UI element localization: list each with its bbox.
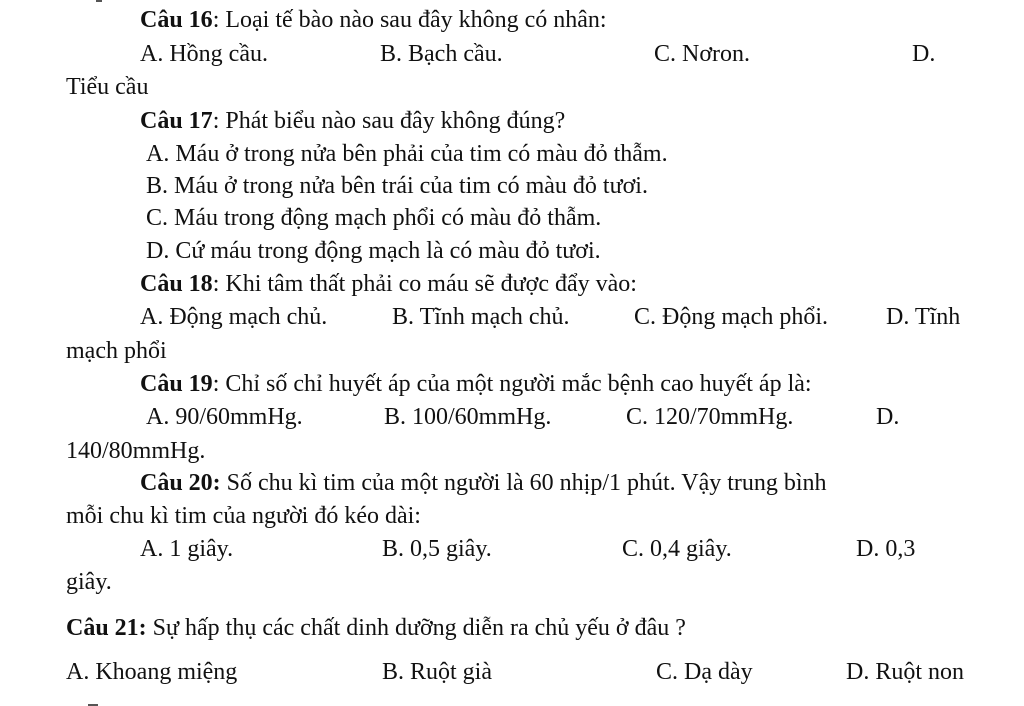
- option-17-a: A. Máu ở trong nửa bên phải của tim có màu đỏ thẫm.: [146, 141, 668, 167]
- question-20-stem: [140, 469, 827, 497]
- option-19-b: B. 100/60mmHg.: [384, 404, 552, 430]
- question-label: Câu 16: [140, 7, 213, 33]
- question-text: Khi tâm thất phải co máu sẽ được đẩy vào:: [225, 271, 637, 297]
- question-text: Số chu kì tim của một người là 60 nhịp/1 phút. Vậy trung bình: [226, 470, 827, 496]
- option-19-c: C. 120/70mmHg.: [626, 404, 794, 430]
- question-label: Câu 20:: [140, 470, 221, 496]
- option-16-c: C. Nơron.: [654, 41, 751, 67]
- question-18-stem: Câu 18: Khi tâm thất phải co máu sẽ được đẩy vào:: [140, 271, 637, 297]
- option-18-d-wrap: mạch phổi: [66, 338, 167, 364]
- question-text: Sự hấp thụ các chất dinh dưỡng diễn ra chủ yếu ở đâu ?: [152, 615, 686, 641]
- option-17-c: C. Máu trong động mạch phổi có màu đỏ thẫm.: [146, 205, 602, 231]
- question-19-stem: Câu 19: Chỉ số chỉ huyết áp của một người mắc bệnh cao huyết áp là:: [140, 371, 812, 397]
- option-19-d-wrap: 140/80mmHg.: [66, 438, 206, 464]
- option-18-a: A. Động mạch chủ.: [140, 304, 328, 330]
- option-18-d: D. Tĩnh: [886, 304, 961, 330]
- option-16-a: A. Hồng cầu.: [140, 41, 268, 67]
- question-label: Câu 21:: [66, 615, 147, 641]
- option-16-b: B. Bạch cầu.: [380, 41, 503, 67]
- option-17-b: B. Máu ở trong nửa bên trái của tim có màu đỏ tươi.: [146, 173, 648, 199]
- option-20-c: C. 0,4 giây.: [622, 536, 732, 562]
- option-21-a: A. Khoang miệng: [66, 659, 238, 685]
- option-18-b: B. Tĩnh mạch chủ.: [392, 304, 570, 330]
- question-text: Phát biểu nào sau đây không đúng?: [225, 108, 566, 134]
- question-21-stem: [66, 614, 686, 642]
- question-label: Câu 19: [140, 371, 213, 397]
- option-21-b: B. Ruột già: [382, 659, 493, 685]
- option-17-d: D. Cứ máu trong động mạch là có màu đỏ tươi.: [146, 238, 601, 264]
- question-label: Câu 18: [140, 271, 213, 297]
- question-20-stem-cont: mỗi chu kì tim của người đó kéo dài:: [66, 503, 421, 529]
- cropped-mark-top: [96, 0, 102, 2]
- option-20-d-wrap: giây.: [66, 569, 112, 595]
- option-20-a: A. 1 giây.: [140, 536, 234, 562]
- question-text: Chỉ số chỉ huyết áp của một người mắc bệnh cao huyết áp là:: [225, 371, 812, 397]
- question-label: Câu 17: [140, 108, 213, 134]
- option-19-a: A. 90/60mmHg.: [146, 404, 303, 430]
- option-20-b: B. 0,5 giây.: [382, 536, 492, 562]
- option-19-d: D.: [876, 404, 900, 430]
- option-20-d: D. 0,3: [856, 536, 916, 562]
- option-18-c: C. Động mạch phổi.: [634, 304, 828, 330]
- question-text: Loại tế bào nào sau đây không có nhân:: [225, 7, 607, 33]
- question-16-stem: Câu 16: Loại tế bào nào sau đây không có nhân:: [140, 7, 607, 33]
- option-16-d: D.: [912, 41, 936, 67]
- option-21-c: C. Dạ dày: [656, 659, 753, 685]
- question-17-stem: Câu 17: Phát biểu nào sau đây không đúng?: [140, 108, 566, 134]
- option-16-d-wrap: Tiểu cầu: [66, 74, 149, 100]
- option-21-d: D. Ruột non: [846, 659, 965, 685]
